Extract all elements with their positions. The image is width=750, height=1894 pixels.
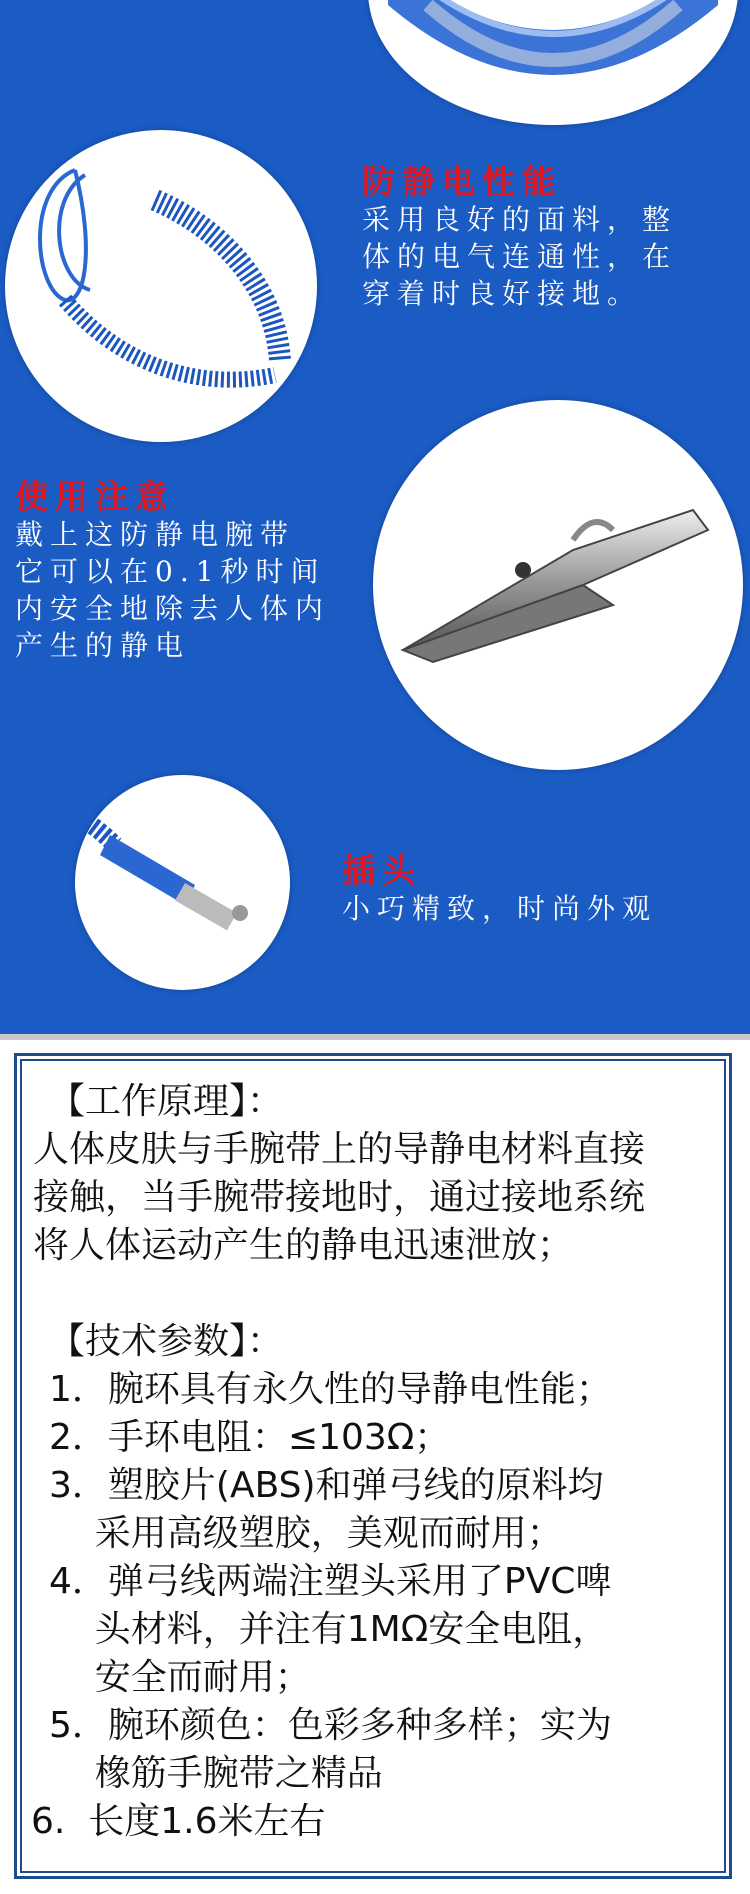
coil-cord-image — [5, 130, 317, 442]
usage-line: 它可以在0.1秒时间 — [15, 555, 326, 588]
plug-image — [75, 775, 290, 990]
plug-line: 小巧精致，时尚外观 — [342, 892, 658, 925]
strap-icon — [368, 0, 738, 125]
principle-line: 将人体运动产生的静电迅速泄放； — [33, 1225, 574, 1266]
spec-line: 采用高级塑胶，美观而耐用； — [49, 1513, 563, 1554]
usage-line: 内安全地除去人体内 — [15, 592, 331, 625]
antistatic-title: 防静电性能 — [362, 162, 562, 201]
spec-line: 6. 长度1.6米左右 — [31, 1801, 326, 1842]
usage-line: 戴上这防静电腕带 — [15, 518, 296, 551]
spec-line: 1．腕环具有永久性的导静电性能； — [49, 1369, 612, 1410]
spec-line: 安全而耐用； — [49, 1657, 311, 1698]
plug-title: 插头 — [342, 851, 422, 890]
wristband-strap-image — [368, 0, 738, 125]
spec-line: 橡筋手腕带之精品 — [49, 1753, 383, 1794]
spec-line: 4．弹弓线两端注塑头采用了PVC啤 — [49, 1561, 612, 1602]
specs-heading: 【技术参数】： — [49, 1321, 284, 1362]
spec-line: 5．腕环颜色：色彩多种多样；实为 — [49, 1705, 612, 1746]
plug-icon — [75, 775, 290, 990]
usage-title: 使用注意 — [15, 477, 175, 516]
usage-notice — [15, 478, 330, 664]
principle-line: 接触，当手腕带接地时，通过接地系统 — [33, 1177, 646, 1218]
spec-box — [14, 1053, 732, 1879]
alligator-clip-image — [373, 400, 743, 770]
principle-heading: 【工作原理】： — [49, 1081, 284, 1122]
principle-line: 人体皮肤与手腕带上的导静电材料直接 — [33, 1129, 646, 1170]
antistatic-feature — [362, 163, 677, 312]
spec-line: 头材料，并注有1MΩ安全电阻， — [49, 1609, 609, 1650]
spec-line: 3．塑胶片(ABS)和弹弓线的原料均 — [49, 1465, 604, 1506]
antistatic-line: 穿着时良好接地。 — [362, 277, 643, 310]
alligator-clip-icon — [373, 400, 743, 770]
coil-cord-icon — [5, 130, 317, 442]
usage-line: 产生的静电 — [15, 629, 191, 662]
plug-feature — [342, 852, 657, 927]
antistatic-line: 体的电气连通性，在 — [362, 240, 678, 273]
antistatic-line: 采用良好的面料，整 — [362, 203, 678, 236]
spec-line: 2．手环电阻：≤103Ω； — [49, 1417, 451, 1458]
